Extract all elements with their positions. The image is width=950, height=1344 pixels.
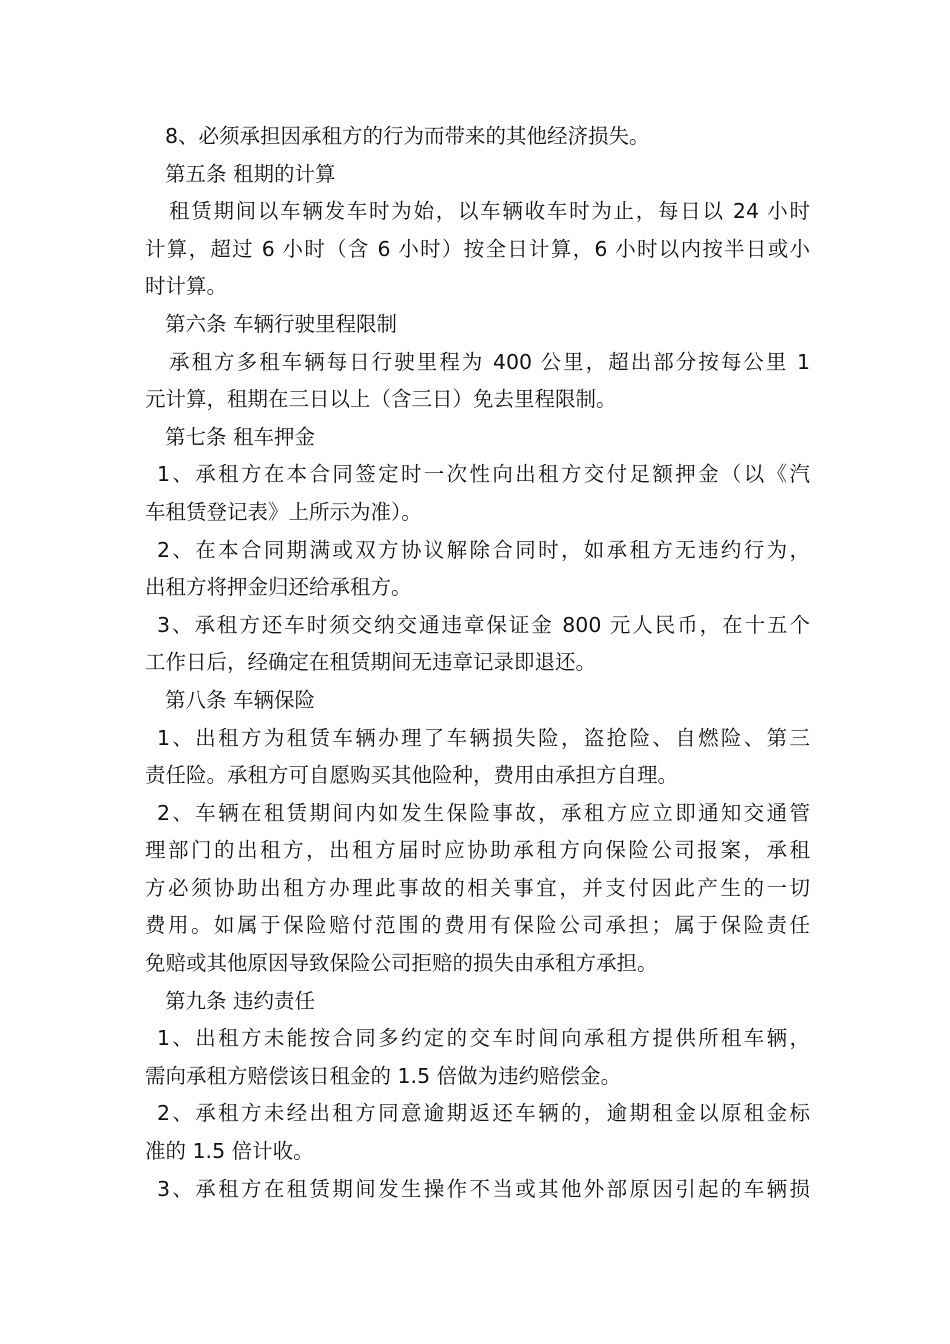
heading-article-8: 第八条 车辆保险 xyxy=(165,687,316,712)
paragraph-line: 费用。如属于保险赔付范围的费用有保险公司承担；属于保险责任 xyxy=(145,913,810,938)
heading-article-7: 第七条 租车押金 xyxy=(165,424,316,449)
paragraph-line: 出租方将押金归还给承租方。 xyxy=(145,575,412,600)
paragraph-line: 车租赁登记表》上所示为准）。 xyxy=(145,499,422,524)
paragraph-line: 2、车辆在租赁期间内如发生保险事故，承租方应立即通知交通管 xyxy=(157,800,810,825)
paragraph-line: 责任险。承租方可自愿购买其他险种，费用由承担方自理。 xyxy=(145,763,678,788)
document-page xyxy=(145,118,810,1208)
paragraph-line: 工作日后，经确定在租赁期间无违章记录即退还。 xyxy=(145,650,596,675)
paragraph-line: 2、承租方未经出租方同意逾期返还车辆的，逾期租金以原租金标 xyxy=(157,1101,810,1126)
heading-article-5: 第五条 租期的计算 xyxy=(165,161,336,186)
heading-article-9: 第九条 违约责任 xyxy=(165,988,316,1013)
paragraph-line: 2、在本合同期满或双方协议解除合同时，如承租方无违约行为， xyxy=(157,537,810,562)
paragraph-line: 方必须协助出租方办理此事故的相关事宜，并支付因此产生的一切 xyxy=(145,875,810,900)
paragraph-line: 3、承租方在租赁期间发生操作不当或其他外部原因引起的车辆损 xyxy=(157,1176,810,1201)
paragraph-line: 准的 1.5 倍计收。 xyxy=(145,1139,314,1164)
paragraph-line: 需向承租方赔偿该日租金的 1.5 倍做为违约赔偿金。 xyxy=(145,1063,622,1088)
paragraph-line: 元计算，租期在三日以上（含三日）免去里程限制。 xyxy=(145,387,617,412)
paragraph-line: 租赁期间以车辆发车时为始，以车辆收车时为止，每日以 24 小时 xyxy=(169,199,810,224)
paragraph-line: 1、出租方为租赁车辆办理了车辆损失险，盗抢险、自燃险、第三 xyxy=(157,725,810,750)
heading-article-6: 第六条 车辆行驶里程限制 xyxy=(165,311,398,336)
paragraph-line: 1、出租方未能按合同多约定的交车时间向承租方提供所租车辆， xyxy=(157,1026,810,1051)
paragraph-line: 承租方多租车辆每日行驶里程为 400 公里，超出部分按每公里 1 xyxy=(169,349,810,374)
paragraph-line: 1、承租方在本合同签定时一次性向出租方交付足额押金（以《汽 xyxy=(157,462,810,487)
paragraph-line: 理部门的出租方，出租方届时应协助承租方向保险公司报案，承租 xyxy=(145,838,810,863)
paragraph-line: 免赔或其他原因导致保险公司拒赔的损失由承租方承担。 xyxy=(145,951,658,976)
paragraph-line: 计算，超过 6 小时（含 6 小时）按全日计算，6 小时以内按半日或小 xyxy=(145,236,810,261)
clause-4-item-8: 8、必须承担因承租方的行为而带来的其他经济损失。 xyxy=(165,124,650,148)
paragraph-line: 3、承租方还车时须交纳交通违章保证金 800 元人民币，在十五个 xyxy=(157,612,810,637)
paragraph-line: 时计算。 xyxy=(145,274,227,299)
